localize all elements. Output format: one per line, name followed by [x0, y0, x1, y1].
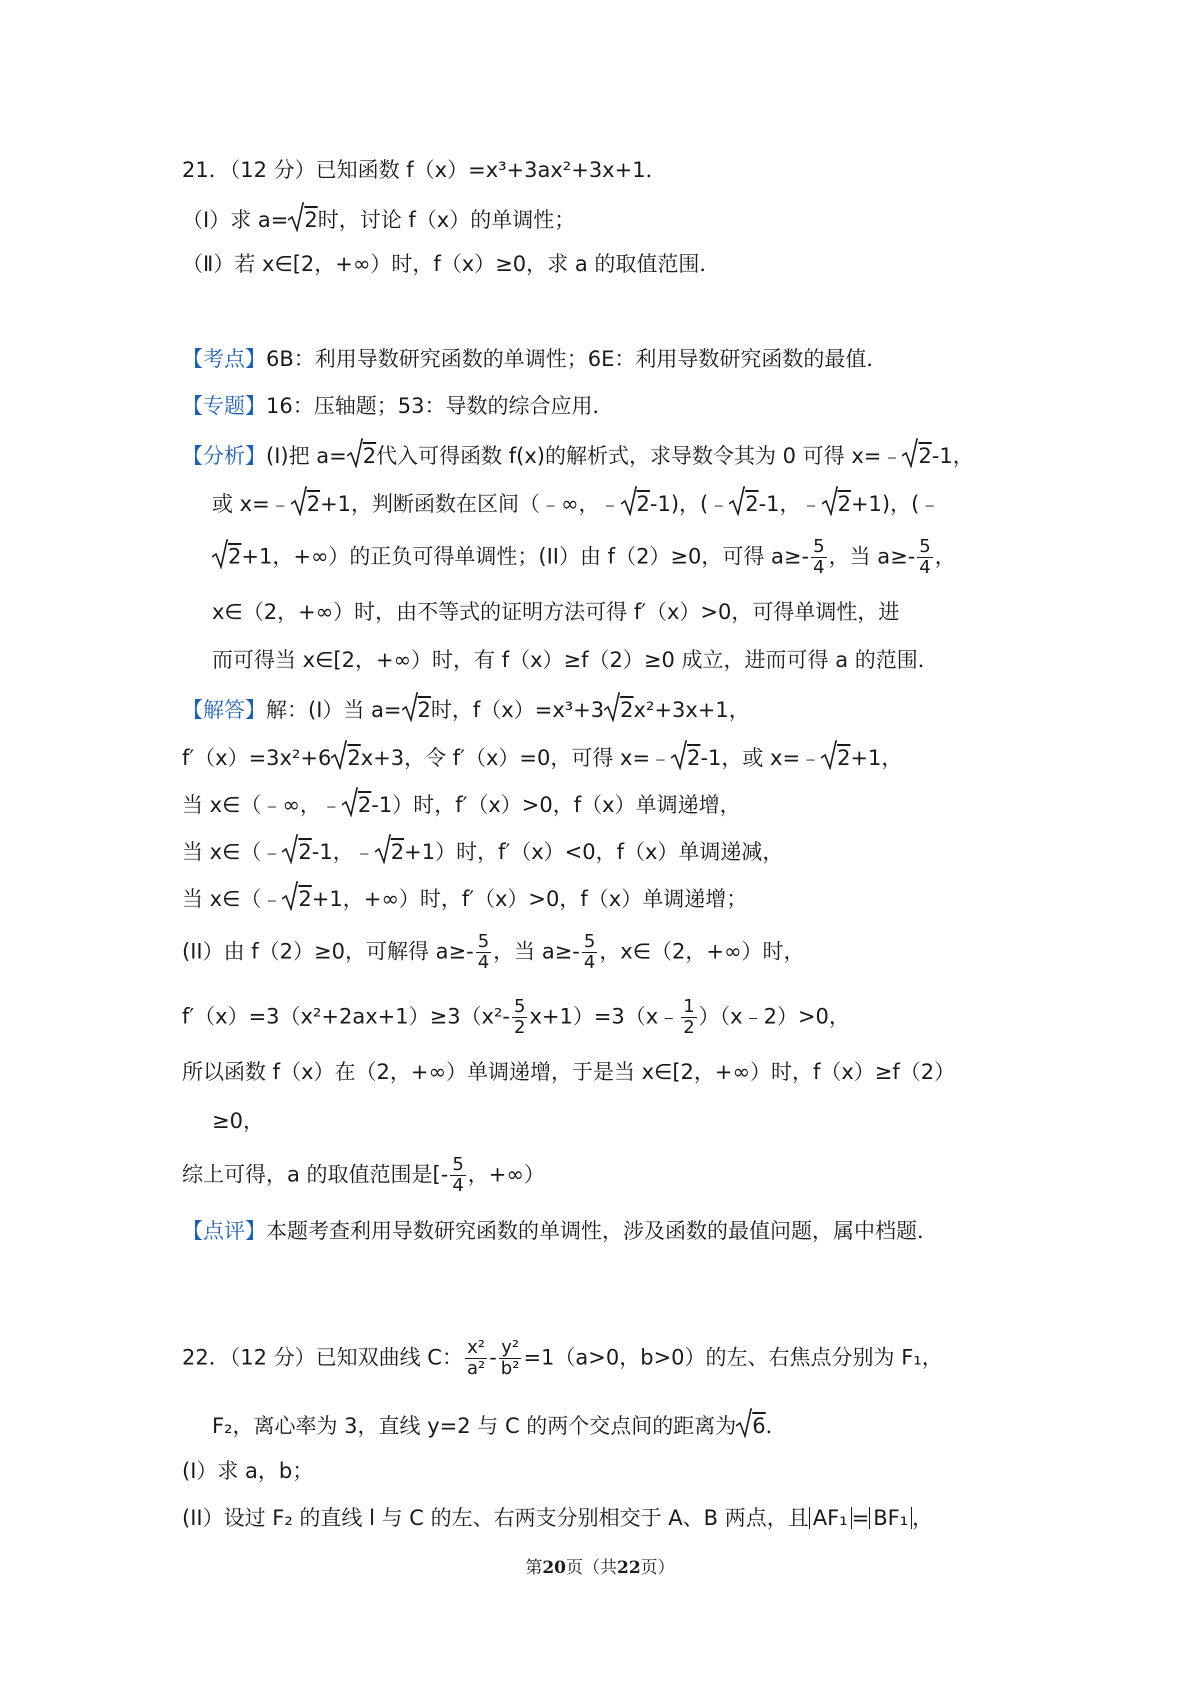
- sqrt-sign-icon: [671, 740, 687, 778]
- abs-af1: AF₁: [809, 1507, 852, 1529]
- jieda-line-6: (II）由 f（2）≥0，可解得 a≥- $\frac{5}{4}$ ，当 a≥- $\frac{5}{4}$ ，x∈（2，+∞）时，: [182, 931, 805, 973]
- jieda-line-8: 所以函数 f（x）在（2，+∞）单调递增，于是当 x∈[2，+∞）时，f（x）≥f（2）: [182, 1060, 956, 1084]
- jieda-line-2: f′（x）=3x²+6 2x+3，令 f′（x）=0，可得 x=﹣ 2-1，或 x=﹣ 2+1，: [182, 740, 902, 778]
- fraction-x2-a2: $\frac{\text{x²}}{\text{a²}}$: [466, 1337, 486, 1379]
- fenxi-line-4: x∈（2，+∞）时，由不等式的证明方法可得 f′（x）>0，可得单调性，进: [212, 600, 900, 624]
- sqrt-sign-icon: [282, 881, 298, 919]
- kaodian-tag: 【考点】: [182, 347, 266, 371]
- fenxi-line-5: 而可得当 x∈[2，+∞）时，有 f（x）≥f（2）≥0 成立，进而可得 a 的范围．: [212, 648, 939, 672]
- sqrt-sign-icon: [342, 787, 358, 825]
- q22-line-2: F₂，离心率为 3，直线 y=2 与 C 的两个交点间的距离为 6．: [212, 1408, 787, 1446]
- fraction-5-4: $\frac{5}{4}$: [919, 536, 931, 578]
- sqrt-sign-icon: [212, 539, 228, 577]
- fraction-5-4: $\frac{5}{4}$: [813, 536, 825, 578]
- q22-line-1: 22．（12 分）已知双曲线 C： $\frac{\text{x²}}{\text{a²}}$ - $\frac{\text{y²}}{\text{b²}}$ =1（a>0，b>0）的左、右焦点分别为 F₁，: [182, 1337, 943, 1379]
- jieda-line-9: ≥0，: [212, 1109, 264, 1133]
- sqrt-sign-icon: [736, 1408, 752, 1446]
- sqrt-sign-icon: [821, 740, 837, 778]
- q21-part2: （Ⅱ）若 x∈[2，+∞）时，f（x）≥0，求 a 的取值范围．: [182, 252, 721, 276]
- sqrt-sign-icon: [282, 834, 298, 872]
- sqrt-sign-icon: [347, 438, 363, 476]
- jieda-line-3: 当 x∈（﹣∞，﹣ 2-1）时，f′（x）>0，f（x）单调递增，: [182, 787, 741, 825]
- fenxi-line-2: 或 x=﹣ 2+1，判断函数在区间（﹣∞，﹣ 2-1)，(﹣ 2-1，﹣ 2+1)，(﹣: [212, 486, 940, 524]
- kaodian-line: 【考点】6B：利用导数研究函数的单调性；6E：利用导数研究函数的最值．: [182, 347, 888, 371]
- page-number: 20: [542, 1558, 566, 1578]
- q22-line-3: (I）求 a，b；: [182, 1459, 314, 1483]
- sqrt-sign-icon: [729, 486, 745, 524]
- jieda-line-1: 【解答】解：(I）当 a= 2时，f（x）=x³+3 2x²+3x+1，: [182, 692, 750, 730]
- sqrt-sign-icon: [291, 486, 307, 524]
- q21-stem: 21．（12 分）已知函数 f（x）=x³+3ax²+3x+1．: [182, 158, 667, 182]
- zhuanti-tag: 【专题】: [182, 394, 266, 418]
- dianping-tag: 【点评】: [182, 1219, 266, 1243]
- sqrt-sign-icon: [375, 834, 391, 872]
- fraction-y2-b2: $\frac{\text{y²}}{\text{b²}}$: [500, 1337, 520, 1379]
- fraction-1-2: $\frac{1}{2}$: [683, 996, 695, 1038]
- jieda-line-7: f′（x）=3（x²+2ax+1）≥3（x²- $\frac{5}{2}$ x+1）=3（x﹣ $\frac{1}{2}$ ）（x﹣2）>0，: [182, 996, 850, 1038]
- fraction-5-4: $\frac{5}{4}$: [477, 931, 490, 973]
- sqrt-sign-icon: [288, 202, 304, 240]
- jieda-line-4: 当 x∈（﹣ 2-1，﹣ 2+1）时，f′（x）<0，f（x）单调递减，: [182, 834, 783, 872]
- abs-bf1: BF₁: [869, 1507, 912, 1529]
- sqrt-sign-icon: [902, 438, 918, 476]
- zhuanti-line: 【专题】16：压轴题；53：导数的综合应用．: [182, 394, 614, 418]
- fraction-5-4: $\frac{5}{4}$: [452, 1154, 464, 1196]
- fenxi-line-1: 【分析】(I)把 a= 2代入可得函数 f(x)的解析式，求导数令其为 0 可得 x=﹣ 2-1，: [182, 438, 974, 476]
- fenxi-tag: 【分析】: [182, 444, 266, 468]
- fraction-5-4: $\frac{5}{4}$: [583, 931, 596, 973]
- page-footer: 第20页（共22页）: [525, 1558, 675, 1578]
- fenxi-line-3: 2+1，+∞）的正负可得单调性；(II）由 f（2）≥0，可得 a≥- $\frac{5}{4}$ ，当 a≥- $\frac{5}{4}$ ，: [212, 537, 956, 578]
- sqrt-sign-icon: [621, 486, 637, 524]
- dianping-line: 【点评】本题考查利用导数研究函数的单调性，涉及函数的最值问题，属中档题．: [182, 1219, 938, 1243]
- sqrt-sign-icon: [822, 486, 838, 524]
- sqrt-sign-icon: [402, 692, 418, 730]
- fraction-5-2: $\frac{5}{2}$: [513, 996, 526, 1038]
- jieda-line-10: 综上可得，a 的取值范围是[- $\frac{5}{4}$ ，+∞）: [182, 1154, 545, 1196]
- sqrt-sign-icon: [604, 692, 620, 730]
- q21-part1: （Ⅰ）求 a= 2时，讨论 f（x）的单调性；: [182, 202, 575, 240]
- q22-line-4: (II）设过 F₂ 的直线 l 与 C 的左、右两支分别相交于 A、B 两点，且 AF₁ = BF₁ ，: [182, 1506, 934, 1530]
- jieda-tag: 【解答】: [182, 698, 266, 722]
- page-total: 22: [617, 1558, 641, 1578]
- sqrt-sign-icon: [331, 740, 347, 778]
- jieda-line-5: 当 x∈（﹣ 2+1，+∞）时，f′（x）>0，f（x）单调递增；: [182, 881, 747, 919]
